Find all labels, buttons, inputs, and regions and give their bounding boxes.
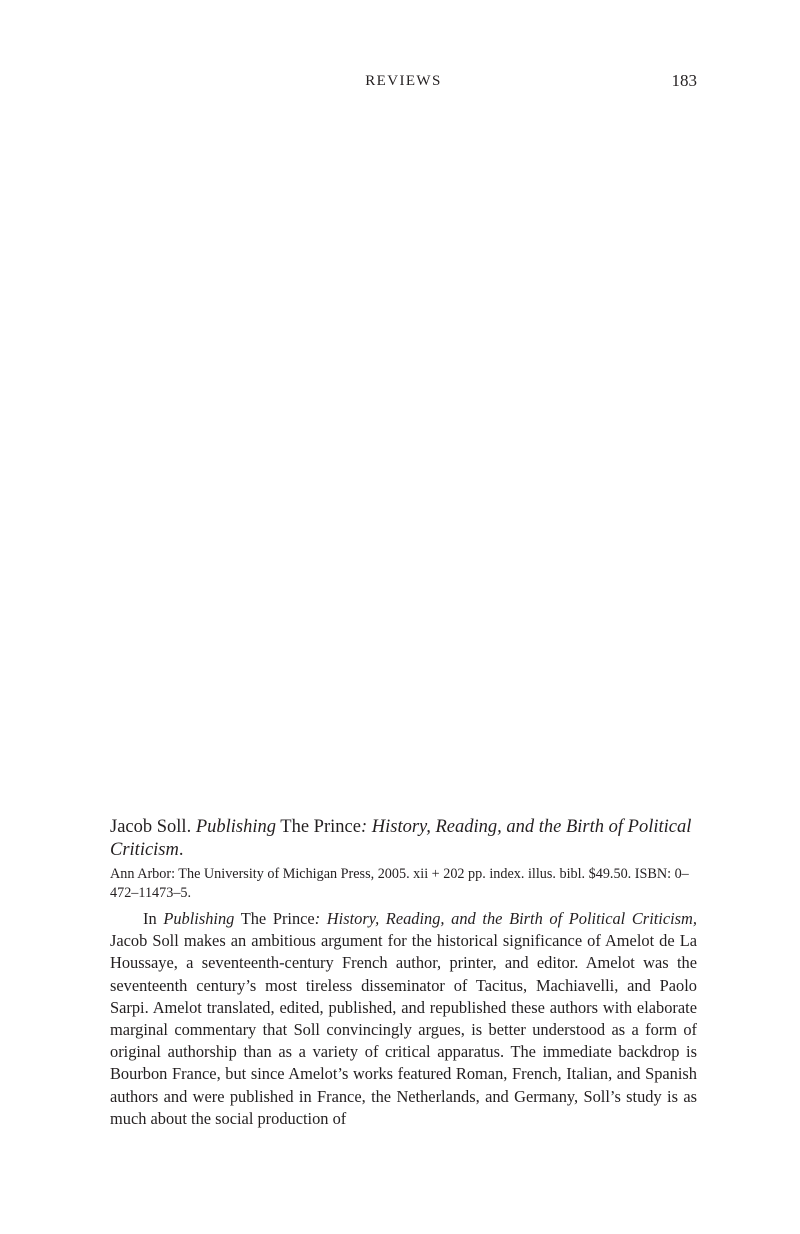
citation-end: . xyxy=(178,840,184,860)
citation-title-italic: Publishing xyxy=(195,817,276,837)
publication-info: Ann Arbor: The University of Michigan Press, 2005. xii + 202 pp. index. illus. bibl. $49.50. ISBN: 0–472–11473–5. xyxy=(110,866,689,901)
citation-title-roman: The Prince xyxy=(280,817,361,837)
review-body-paragraph xyxy=(110,908,697,1130)
running-head xyxy=(110,71,697,95)
body-text: Jacob Soll makes an ambitious argument for the historical significance of Amelot de La Houssaye, a seventeenth-century French author, printer, and editor. Amelot was the seventeenth century’s most tireless disseminator of Tacitus, Machiavelli, and Paolo Sarpi. Amelot translated, edited, published, and republished these authors with elaborate marginal commentary that Soll convincingly argues, is better understood as a form of original authorship than as a variety of critical apparatus. The immediate backdrop is Bourbon France, but since Amelot’s works featured Roman, French, Italian, and Spanish authors and were published in France, the Netherlands, and Germany, Soll’s study is as much about the social production of xyxy=(110,931,697,1128)
body-title-roman: The Prince xyxy=(240,909,315,928)
page-number: 183 xyxy=(671,71,697,90)
body-subtitle: : History, Reading, and the Birth of Political Criticism, xyxy=(314,909,697,928)
running-title: REVIEWS xyxy=(365,73,442,89)
citation-subtitle: : History, Reading, and the Birth of Political Criticism xyxy=(110,817,692,860)
body-lead: In xyxy=(143,909,157,928)
citation-author: Jacob Soll. xyxy=(110,817,192,837)
body-title-italic: Publishing xyxy=(163,909,235,928)
book-citation xyxy=(110,816,697,862)
review-entry xyxy=(110,816,697,1130)
